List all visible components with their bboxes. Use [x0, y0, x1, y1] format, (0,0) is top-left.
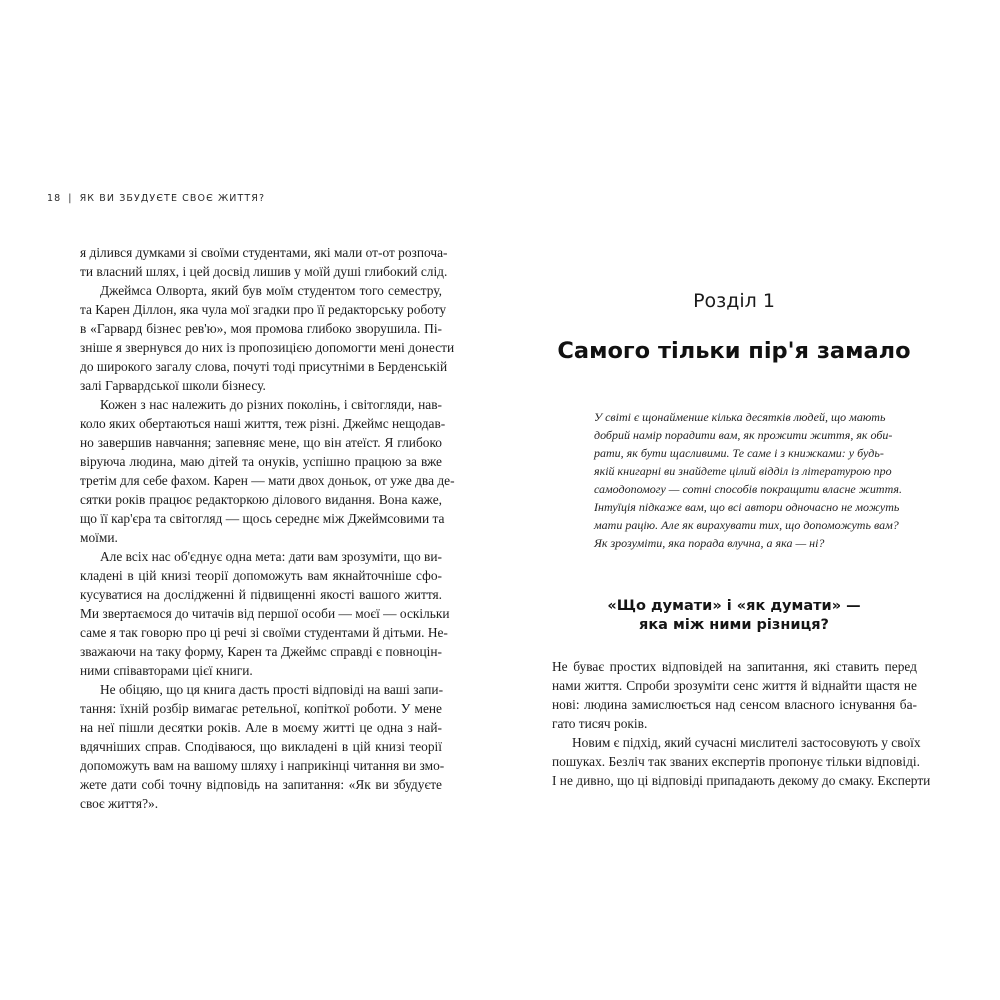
text-line: на неї пішли десятки років. Але в моєму житті це одна з най-: [80, 720, 442, 735]
section-subheading-line: «Що думати» і «як думати» —: [607, 598, 861, 614]
text-line: жете дати собі точну відповідь на запитання: «Як ви збудуєте: [80, 777, 442, 792]
text-line: Ми звертаємося до читачів від першої особи — моєї — оскільки: [80, 606, 450, 621]
text-line: пошуках. Безліч так званих експертів пропонує тільки відповіді.: [552, 754, 920, 769]
text-line: своє життя?».: [80, 796, 159, 811]
text-line: Джеймса Олворта, який був моїм студентом того семестру,: [100, 283, 442, 298]
text-line: вдячніших справ. Сподіваюся, що викладені в цій книзі теорії: [80, 739, 442, 754]
text-line: в «Гарвард бізнес рев'ю», моя промова глибоко зворушила. Пі-: [80, 321, 442, 336]
text-line: нові: людина замислюється над сенсом власного існування ба-: [552, 697, 917, 712]
epigraph-line: добрий намір порадити вам, як прожити життя, як оби-: [594, 428, 893, 442]
text-line: залі Гарвардської школи бізнесу.: [80, 378, 266, 393]
text-line: Кожен з нас належить до різних поколінь, і світогляди, нав-: [100, 397, 442, 412]
text-line: но завершив навчання; запевняє мене, що він атеїст. Я глибоко: [80, 435, 442, 450]
text-line: віруюча людина, маю дітей та онуків, успішно працюю за вже: [80, 454, 442, 469]
text-line: Але всіх нас об'єднує одна мета: дати вам зрозуміти, що ви-: [100, 549, 442, 564]
epigraph-line: рати, як бути щасливими. Те саме і з книжками: у будь-: [594, 446, 884, 460]
text-line: та Карен Діллон, яка чула мої згадки про її редакторську роботу: [80, 302, 447, 317]
page-number: 18: [47, 193, 62, 204]
text-line: сятки років працює редакторкою ділового видання. Вона каже,: [80, 492, 442, 507]
text-line: ними співавторами цієї книги.: [80, 663, 253, 678]
header-separator: |: [68, 193, 73, 204]
epigraph-line: У світі є щонайменше кілька десятків людей, що мають: [594, 410, 886, 424]
epigraph-line: мати рацію. Але як вирахувати тих, що допоможуть вам?: [594, 518, 899, 532]
text-line: допоможуть вам на вашому шляху і наприкінці читання ви змо-: [80, 758, 445, 773]
text-line: моїми.: [80, 530, 118, 545]
running-header: [47, 193, 265, 204]
running-title: ЯК ВИ ЗБУДУЄТЕ СВОЄ ЖИТТЯ?: [79, 193, 266, 204]
text-line: третім для себе фахом. Карен — мати двох доньок, от уже два де-: [80, 473, 455, 488]
text-line: що її кар'єра та світогляд — щось середнє між Джеймсовими та: [80, 511, 445, 526]
text-line: ти власний шлях, і цей досвід лишив у моїй душі глибокий слід.: [80, 264, 448, 279]
text-line: нами життя. Спроби зрозуміти сенс життя й віднайти щастя не: [552, 678, 917, 693]
text-line: гато тисяч років.: [552, 716, 648, 731]
text-line: Новим є підхід, який сучасні мислителі застосовують у своїх: [572, 735, 921, 750]
text-line: я ділився думками зі своїми студентами, які мали от-от розпоча-: [80, 245, 448, 260]
epigraph-line: Інтуїція підкаже вам, що всі автори одночасно не можуть: [594, 500, 900, 514]
text-line: Не обіцяю, що ця книга дасть прості відповіді на ваші запи-: [100, 682, 444, 697]
epigraph-line: Як зрозуміти, яка порада влучна, а яка — ні?: [594, 536, 825, 550]
epigraph-line: якій книгарні ви знайдете цілий відділ із літературою про: [594, 464, 892, 478]
text-line: тання: їхній розбір вимагає ретельної, копіткої роботи. У мене: [80, 701, 442, 716]
text-line: І не дивно, що ці відповіді припадають декому до смаку. Експерти: [552, 773, 931, 788]
text-line: саме я так говорю про ці речі зі своїми студентами й дітьми. Не-: [80, 625, 448, 640]
section-subheading-line: яка між ними різниця?: [639, 617, 829, 633]
text-line: коло яких обертаються наші життя, теж різні. Джеймс нещодав-: [80, 416, 446, 431]
text-line: до широкого загалу слова, почуті тоді присутніми в Берденській: [80, 359, 448, 374]
epigraph-line: самодопомогу — сотні способів покращити власне життя.: [594, 482, 902, 496]
text-line: зніше я звернувся до них із пропозицією допомогти мені донести: [80, 340, 455, 355]
text-line: Не буває простих відповідей на запитання, які ставить перед: [552, 659, 917, 674]
chapter-title: Самого тільки пір'я замало: [557, 338, 911, 364]
text-line: кладені в цій книзі теорії допоможуть вам якнайточніше сфо-: [80, 568, 442, 583]
text-line: зважаючи на таку форму, Карен та Джеймс справді є повноцін-: [80, 644, 442, 659]
chapter-label: Розділ 1: [693, 290, 775, 312]
text-line: кусуватися на дослідженні й підвищенні якості вашого життя.: [80, 587, 442, 602]
